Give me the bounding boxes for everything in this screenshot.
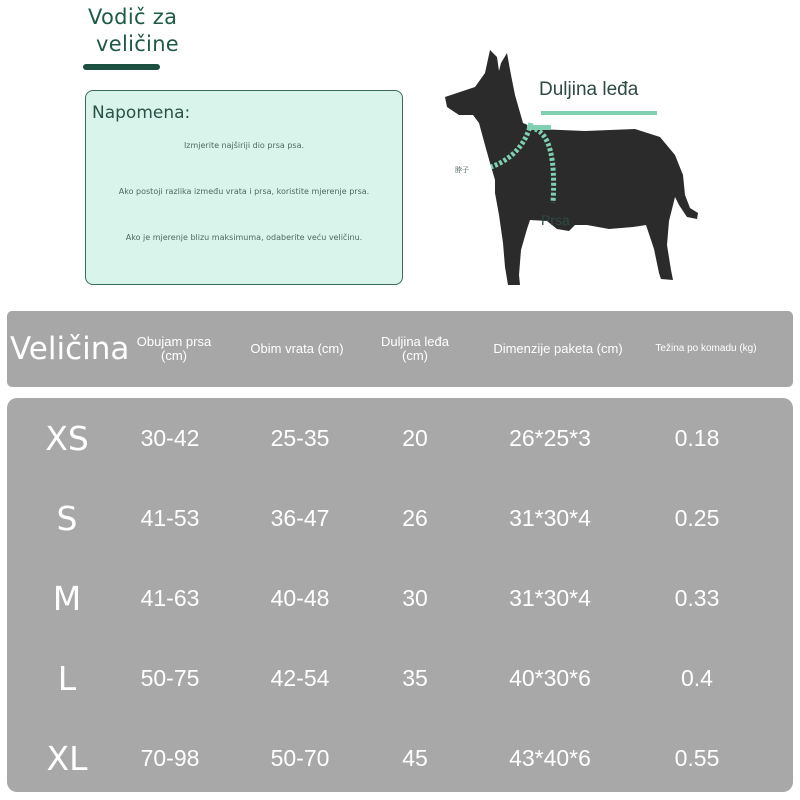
dog-measurement-diagram — [435, 45, 725, 300]
chest-cell: 70-98 — [140, 744, 200, 771]
package-cell: 31*30*4 — [509, 584, 591, 611]
header-size: Veličina — [10, 331, 130, 367]
weight-cell: 0.18 — [674, 424, 720, 451]
note-heading: Napomena: — [92, 103, 191, 123]
neck-cell: 50-70 — [270, 744, 330, 771]
note-line: Izmjerite najširiji dio prsa psa. — [183, 141, 305, 150]
table-row — [7, 558, 793, 638]
neck-cell: 25-35 — [270, 424, 330, 451]
size-cell: L — [57, 658, 77, 698]
table-row — [7, 398, 793, 478]
note-box — [85, 90, 403, 285]
title-line-2: veličine — [96, 32, 180, 56]
size-cell: M — [52, 578, 82, 618]
header-weight: Težina po komadu (kg) — [655, 343, 757, 354]
chest-label: Prsa — [541, 212, 570, 228]
package-cell: 26*25*3 — [509, 424, 591, 451]
back-length-cell: 45 — [402, 744, 428, 771]
neck-cell: 40-48 — [270, 584, 330, 611]
back-length-label: Duljina leđa — [539, 79, 639, 100]
weight-cell: 0.4 — [681, 664, 713, 691]
page-title — [88, 4, 208, 58]
size-cell: XS — [45, 418, 89, 458]
table-row — [7, 478, 793, 558]
weight-cell: 0.55 — [674, 744, 720, 771]
back-length-cell: 35 — [402, 664, 428, 691]
weight-cell: 0.33 — [674, 584, 720, 611]
title-underline — [83, 64, 160, 70]
neck-cell: 42-54 — [270, 664, 330, 691]
back-length-cell: 20 — [402, 424, 428, 451]
package-cell: 43*40*6 — [509, 744, 591, 771]
back-length-cell: 26 — [402, 504, 428, 531]
table-row — [7, 638, 793, 718]
back-length-cell: 30 — [402, 584, 428, 611]
note-line: Ako postoji razlika između vrata i prsa, koristite mjerenje prsa. — [118, 187, 370, 196]
table-row — [7, 718, 793, 798]
note-line: Ako je mjerenje blizu maksimuma, odaberite veću veličinu. — [125, 233, 363, 242]
chest-cell: 41-53 — [140, 504, 200, 531]
chest-cell: 30-42 — [140, 424, 200, 451]
neck-cell: 36-47 — [270, 504, 330, 531]
size-cell: XL — [46, 738, 88, 778]
header-chest: Obujam prsa (cm) — [136, 334, 212, 363]
header-back-length: Duljina leđa (cm) — [381, 334, 449, 363]
neck-label: 脖子 — [455, 167, 469, 174]
package-cell: 40*30*6 — [509, 664, 591, 691]
chest-cell: 50-75 — [140, 664, 200, 691]
harness-top-strap — [527, 125, 551, 130]
header-neck: Obim vrata (cm) — [250, 341, 344, 356]
package-cell: 31*30*4 — [509, 504, 591, 531]
size-table-body — [7, 398, 793, 792]
chest-cell: 41-63 — [140, 584, 200, 611]
table-header — [7, 311, 793, 387]
weight-cell: 0.25 — [674, 504, 720, 531]
size-cell: S — [56, 498, 78, 538]
title-line-1: Vodič za — [88, 5, 178, 29]
back-length-line — [541, 111, 657, 115]
header-package: Dimenzije paketa (cm) — [493, 341, 623, 356]
